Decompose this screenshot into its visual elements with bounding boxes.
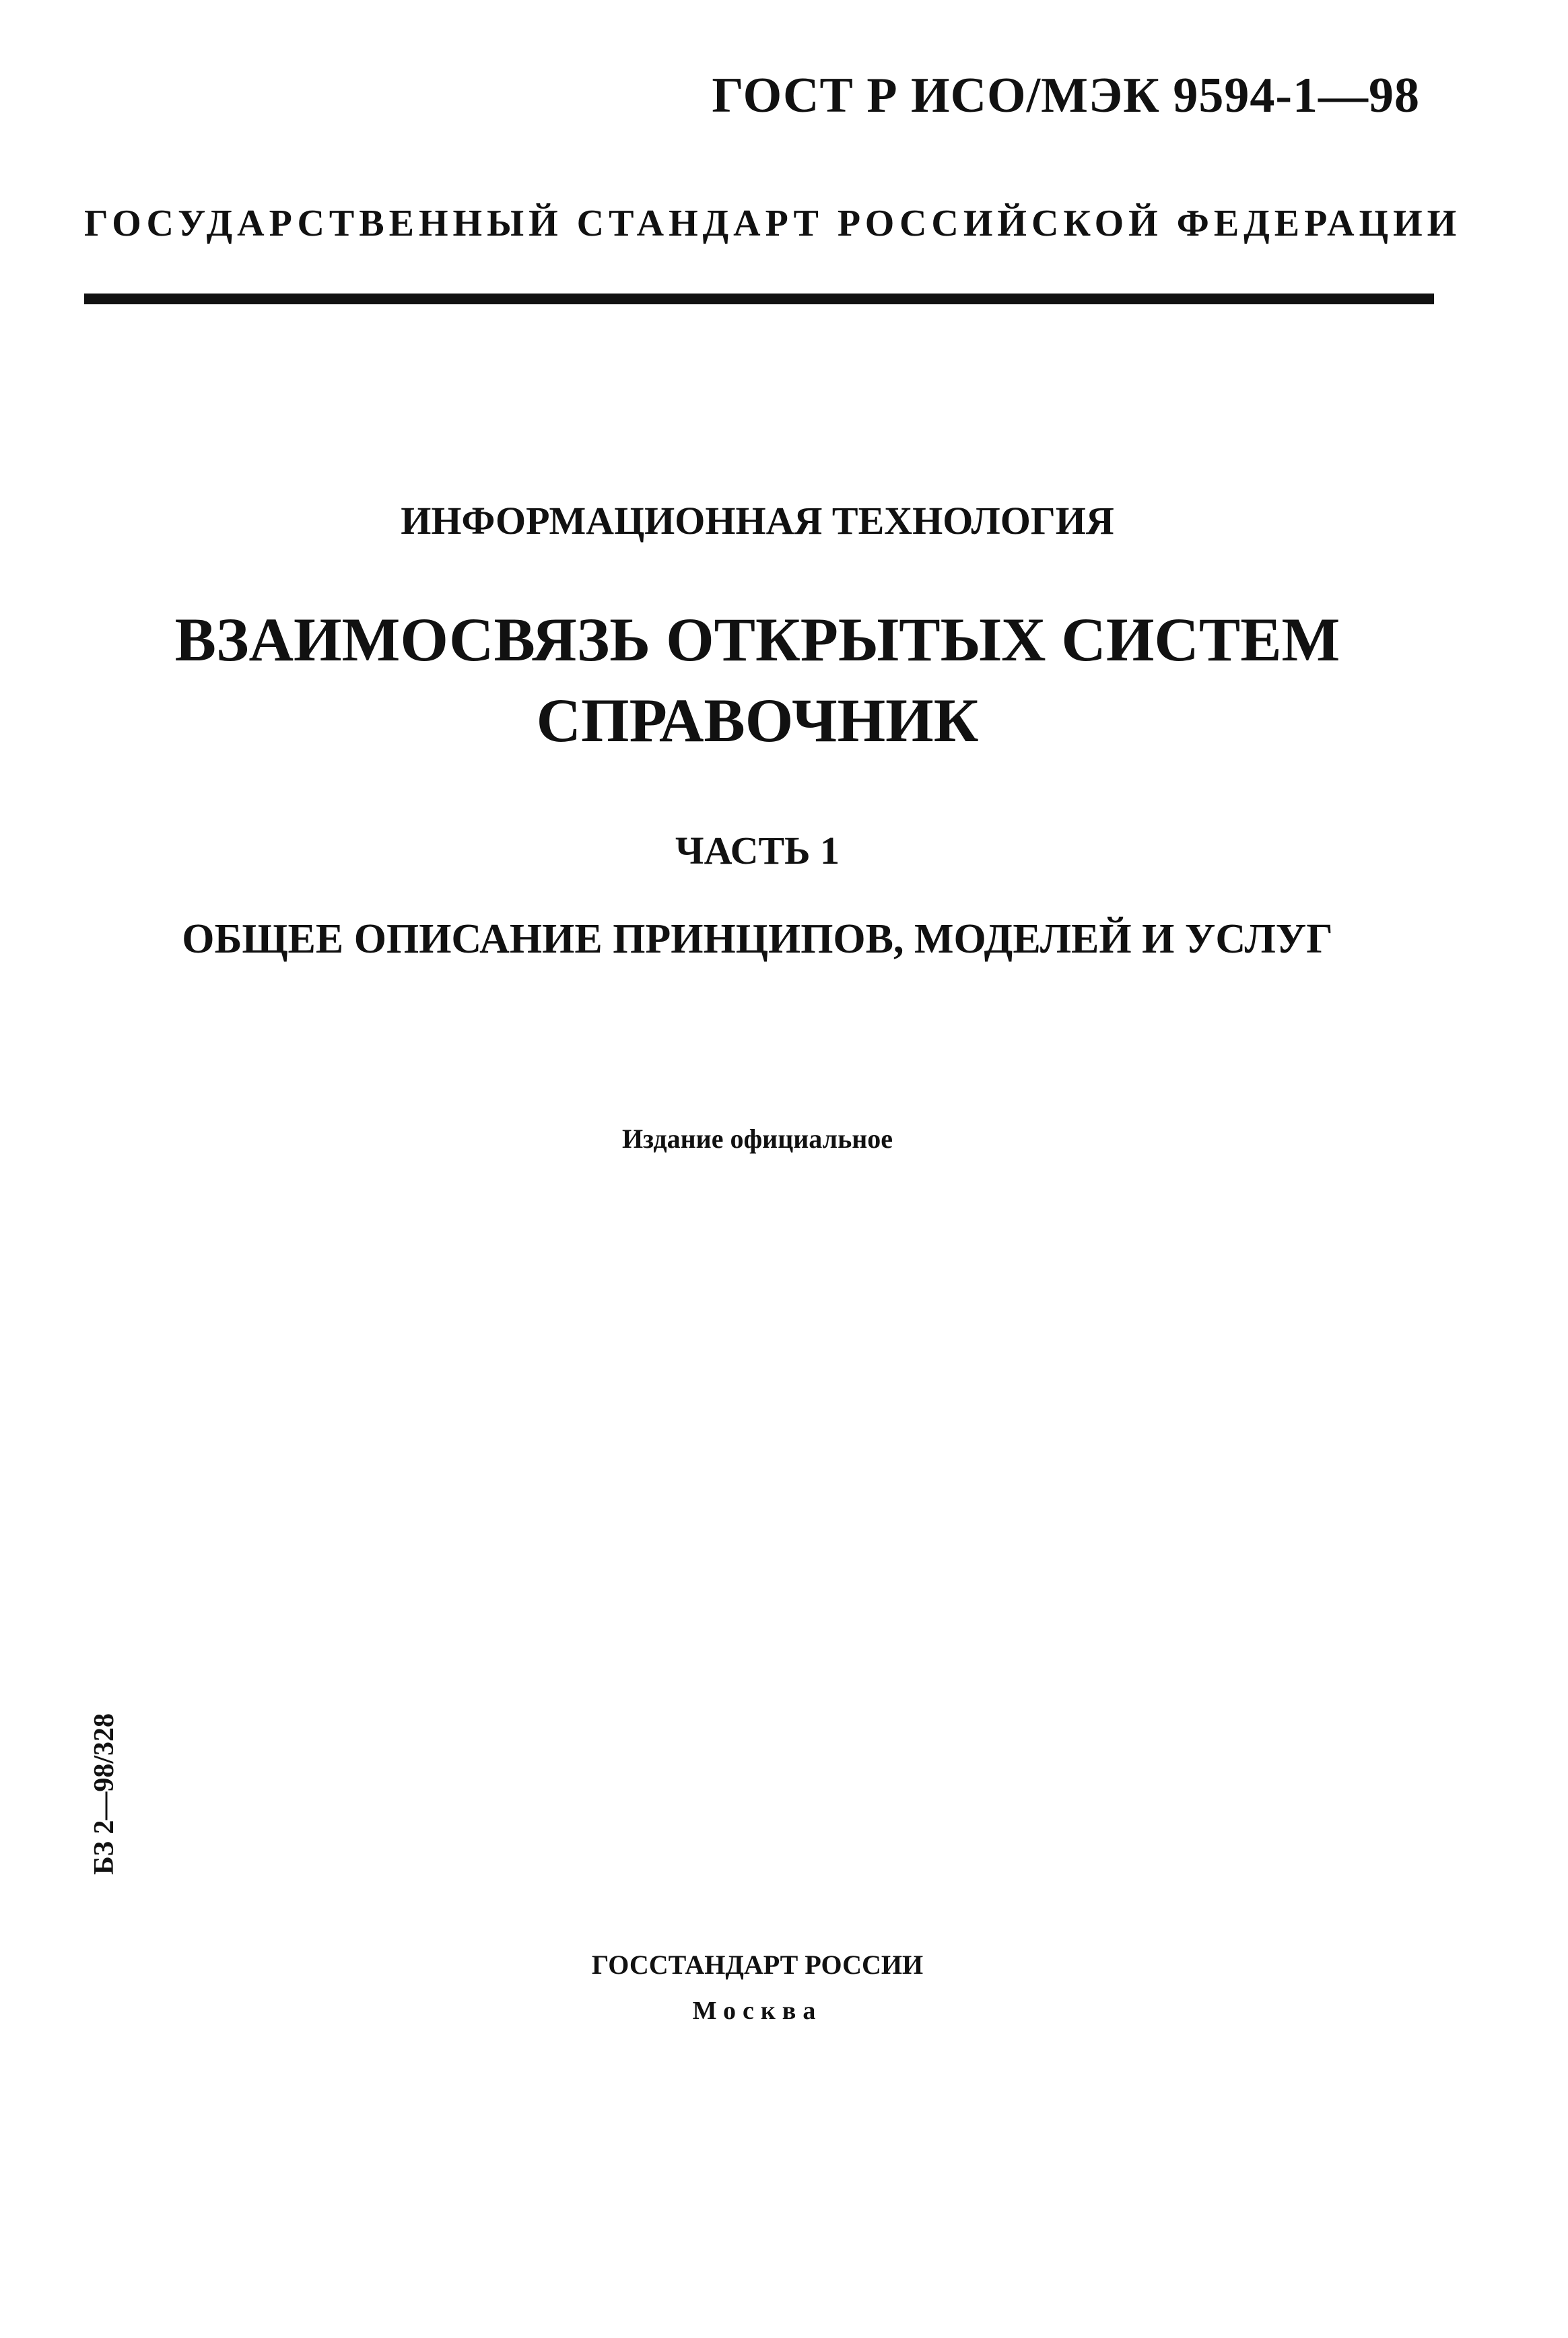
- side-catalog-code: БЗ 2—98/328: [89, 1713, 120, 1876]
- standard-designation: ГОСТ Р ИСО/МЭК 9594-1—98: [712, 68, 1420, 123]
- part-label: ЧАСТЬ 1: [675, 829, 840, 872]
- state-standard-heading: ГОСУДАРСТВЕННЫЙ СТАНДАРТ РОССИЙСКОЙ ФЕДЕРАЦИИ: [84, 203, 1462, 244]
- main-title-line-1: ВЗАИМОСВЯЗЬ ОТКРЫТЫХ СИСТЕМ: [174, 605, 1340, 674]
- main-title-line-2: СПРАВОЧНИК: [536, 686, 979, 755]
- main-title: [0, 599, 1515, 761]
- heading-divider: [84, 294, 1434, 304]
- publisher-name: ГОССТАНДАРТ РОССИИ: [591, 1950, 924, 1980]
- edition-label: Издание официальное: [621, 1124, 893, 1154]
- publication-city: Москва: [692, 1997, 823, 2025]
- part-subtitle: ОБЩЕЕ ОПИСАНИЕ ПРИНЦИПОВ, МОДЕЛЕЙ И УСЛУГ: [182, 916, 1333, 962]
- subject-heading: ИНФОРМАЦИОННАЯ ТЕХНОЛОГИЯ: [401, 499, 1114, 543]
